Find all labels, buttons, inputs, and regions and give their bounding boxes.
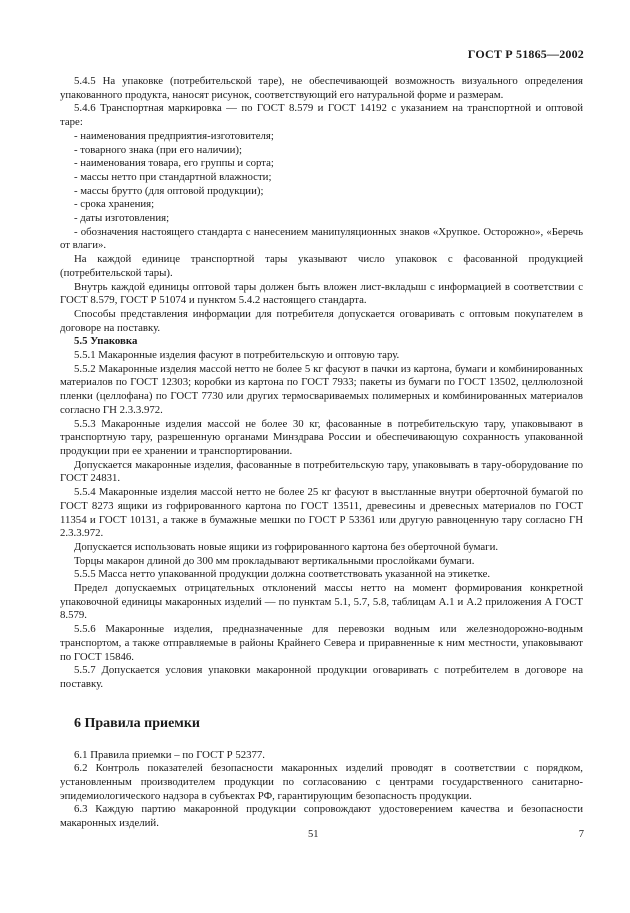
paragraph-6-2: 6.2 Контроль показателей безопасности макаронных изделий проводят в соответствии с порядком, установленным производителем продукции по согласованию с центрами государственного санитарно-эпидемиологического надзора в субъектах РФ, гарантирующим безопасность продукции. [60,762,583,802]
section-heading: 6 Правила приемки [74,715,200,731]
subsection-heading: 5.5 Упаковка [74,335,138,348]
paragraph: Допускается макаронные изделия, фасованные в потребительскую тару, упаковывать в тару-оборудование по ГОСТ 24831. [60,458,583,485]
paragraph: Внутрь каждой единицы оптовой тары должен быть вложен лист-вкладыш с информацией в соответствии с ГОСТ 8.579, ГОСТ Р 51074 и пунктом 5.4.2 настоящего стандарта. [60,280,583,307]
paragraph-5-5-5: 5.5.5 Масса нетто упакованной продукции должна соответствовать указанной на этикетке. [74,568,491,581]
paragraph: Способы представления информации для потребителя допускается оговаривать с оптовым покупателем в договоре на поставку. [60,307,583,334]
document-body [60,75,583,831]
paragraph-5-5-3: 5.5.3 Макаронные изделия массой не более 30 кг, фасованные в потребительскую тару, упаковывают в транспортную тару, разрешенную органами Минздрава России и обеспечивающую сохранность упакованной продукции при ее хранении и транспортировании. [60,417,583,457]
sheet-number: 51 [308,829,319,840]
paragraph-6-1: 6.1 Правила приемки – по ГОСТ Р 52377. [74,748,266,761]
paragraph: Предел допускаемых отрицательных отклонений массы нетто на момент формирования конкретной упаковочной единицы макаронных изделий — по пунктам 5.1, 5.7, 5.8, таблицам А.1 и А.2 приложения А ГОСТ 8.579. [60,582,583,622]
list-item: - товарного знака (при его наличии); [74,143,242,156]
paragraph-5-5-2: 5.5.2 Макаронные изделия массой нетто не более 5 кг фасуют в пачки из картона, бумаги и комбинированных материалов по ГОСТ 12303; коробки из картона по ГОСТ 7933; пакеты из бумаги по ГОСТ 13502, целлюлозной пленки (целлофана) по ГОСТ 7730 или других термосвариваемых полимерных и комбинированных материалов согласно ГН 2.3.3.972. [60,362,583,416]
paragraph-5-4-5: 5.4.5 На упаковке (потребительской таре), не обеспечивающей возможность визуального определения упакованного продукта, наносят рисунок, соответствующий его натуральной форме и размерам. [60,75,583,101]
paragraph: Торцы макарон длиной до 300 мм прокладывают вертикальными прослойками бумаги. [74,554,475,567]
paragraph-5-5-1: 5.5.1 Макаронные изделия фасуют в потребительскую и оптовую тару. [74,349,400,362]
paragraph-5-5-6: 5.5.6 Макаронные изделия, предназначенные для перевозки водным или железнодорожно-водным транспортом, а также отправляемые в районы Крайнего Севера и приравненные к ним местности, упаковывают по ГОСТ 15846. [60,623,583,663]
page-number: 7 [578,829,584,840]
document-code: ГОСТ Р 51865—2002 [467,47,584,61]
paragraph-5-5-7: 5.5.7 Допускается условия упаковки макаронной продукции оговаривать с потребителем в договоре на поставку. [60,664,583,690]
paragraph-6-3: 6.3 Каждую партию макаронной продукции сопровождают удостоверением качества и безопасности макаронных изделий. [60,803,583,830]
paragraph-5-4-6: 5.4.6 Транспортная маркировка — по ГОСТ 8.579 и ГОСТ 14192 с указанием на транспортной и оптовой таре: [60,102,583,129]
paragraph: На каждой единице транспортной тары указывают число упаковок с фасованной продукцией (потребительской тары). [60,253,583,279]
list-item: - наименования товара, его группы и сорта; [74,157,274,170]
list-item: - срока хранения; [74,198,155,211]
paragraph: Допускается использовать новые ящики из гофрированного картона без оберточной бумаги. [74,540,499,553]
list-item: - даты изготовления; [74,212,170,225]
list-item: - массы брутто (для оптовой продукции); [74,184,264,197]
list-item: - наименования предприятия-изготовителя; [74,129,274,142]
paragraph-5-5-4: 5.5.4 Макаронные изделия массой нетто не более 25 кг фасуют в выстланные внутри оберточной бумагой по ГОСТ 8273 ящики из гофрированного картона по ГОСТ 13511, древесины и древесных материалов по ГОСТ 11354 и ГОСТ 10131, а также в бумажные мешки по ГОСТ Р 53361 или другую равноценную тару согласно ГН 2.3.3.972. [60,486,583,540]
list-item: - обозначения настоящего стандарта с нанесением манипуляционных знаков «Хрупкое. Осторожно», «Беречь от влаги». [60,225,583,252]
list-item: - массы нетто при стандартной влажности; [74,170,272,183]
